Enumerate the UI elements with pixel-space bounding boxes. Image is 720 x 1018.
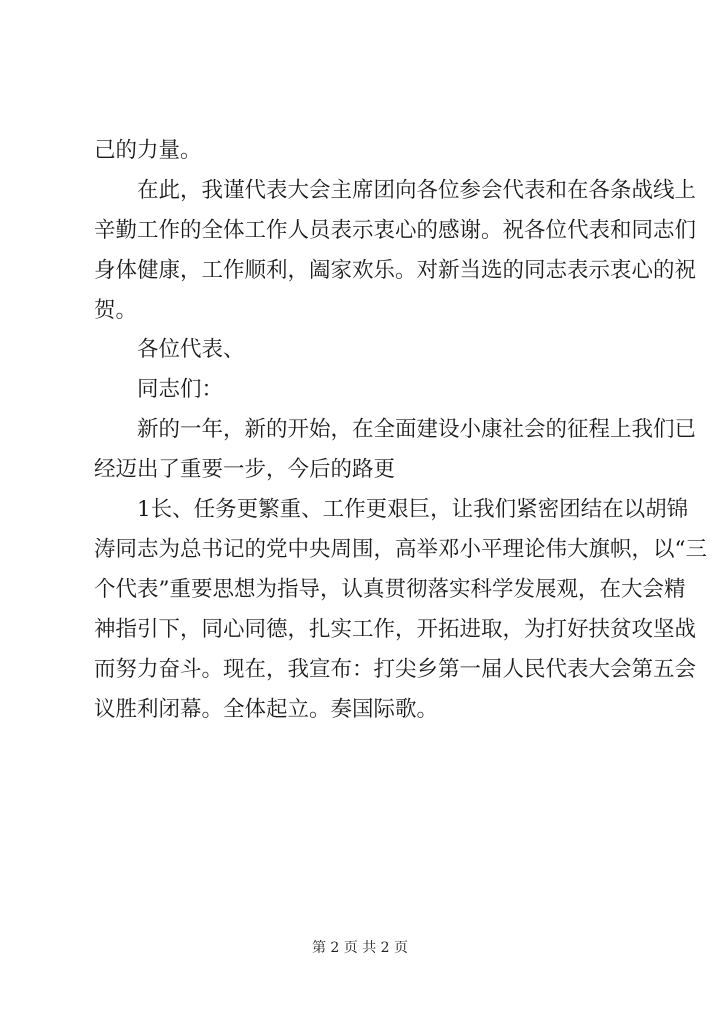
text-line-8: 新的一年，新的开始，在全面建设小康社会的征程上我们已 <box>137 417 697 442</box>
text-line-12: 个代表”重要思想为指导，认真贯彻落实科学发展观，在大会精 <box>94 577 686 602</box>
text-line-6: 各位代表、 <box>137 337 245 362</box>
text-line-1: 己的力量。 <box>94 138 202 163</box>
text-line-13: 神指引下，同心同德，扎实工作，开拓进取，为打好扶贫攻坚战 <box>94 617 697 642</box>
text-line-3: 辛勤工作的全体工作人员表示衷心的感谢。祝各位代表和同志们 <box>94 218 697 243</box>
page-number-footer: 第 2 页 共 2 页 <box>311 940 409 956</box>
text-line-9: 经迈出了重要一步，今后的路更 <box>94 457 396 482</box>
text-line-11: 涛同志为总书记的党中央周围，高举邓小平理论伟大旗帜，以“三 <box>94 537 707 562</box>
text-line-5: 贺。 <box>94 298 138 323</box>
text-line-7: 同志们： <box>137 377 224 402</box>
text-line-2: 在此，我谨代表大会主席团向各位参会代表和在各条战线上 <box>137 178 697 203</box>
text-line-15: 议胜利闭幕。全体起立。奏国际歌。 <box>94 697 439 722</box>
text-line-14: 而努力奋斗。现在，我宣布：打尖乡第一届人民代表大会第五会 <box>94 657 697 682</box>
text-line-10: 1长、任务更繁重、工作更艰巨，让我们紧密团结在以胡锦 <box>137 497 689 522</box>
text-line-4: 身体健康，工作顺利，阖家欢乐。对新当选的同志表示衷心的祝 <box>94 258 697 283</box>
